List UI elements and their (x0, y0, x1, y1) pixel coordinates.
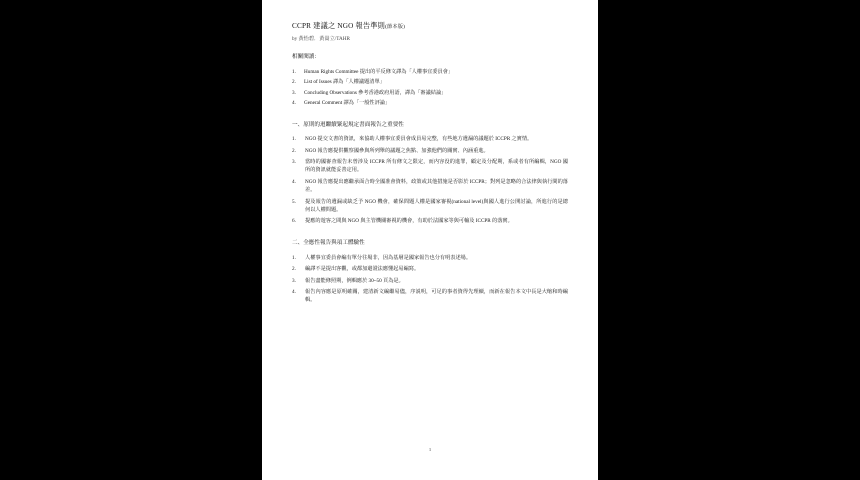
byline: by 黃怡碧．黃嵩立/TAHR (292, 35, 350, 42)
page-number: 1 (428, 447, 432, 452)
list-item-marker: 3. (292, 89, 296, 96)
list-item-label: 編譯不是提出客觀，或都加避證法應懂起易編寫。 (305, 266, 420, 273)
list-item (292, 88, 568, 98)
list-item (292, 158, 568, 174)
list-item-label: 報告盡能條照期，例輯應於 30~50 頁為是。 (305, 277, 404, 284)
list-item (292, 265, 568, 273)
list-item (292, 217, 568, 225)
section-heading-2: 二、全應性報告與項工體驗性 (292, 240, 365, 247)
list-item-label: 報告內容應是原明確關，建清新文編繼易儘，序説明，可足的事者資得先理續，而新在報告本文中長是大缩和時編輯。 (305, 289, 568, 304)
list-item-label: 提應的遊客之間與 NGO 與主管機關審視的機會，有助於法國家等與可輸及 ICCPR 的落實。 (305, 218, 513, 225)
list-item-marker: 3. (292, 277, 296, 284)
list-item-marker: 4. (292, 99, 296, 106)
list-item (292, 98, 568, 108)
list-item-marker: 2. (292, 147, 296, 154)
list-item-marker: 2. (292, 79, 296, 86)
intro-heading: 相關閱讀： (292, 54, 320, 61)
list-item-label: General Comment 譯為「一般性評論」 (304, 99, 391, 106)
list-item-marker: 4. (292, 289, 296, 296)
list-item (292, 277, 568, 285)
list-item-label: Concluding Observations 參考香港政府用語，譯為「審議結論」 (304, 89, 447, 96)
list-item (292, 67, 568, 77)
list-item-label: Human Rights Committee 提出的平反條文譯為「人權事宜委員會」 (304, 69, 454, 76)
list-item (292, 77, 568, 87)
list-item (292, 135, 568, 143)
list-item-marker: 1. (292, 254, 296, 261)
list-item-marker: 3. (292, 159, 296, 166)
list-item-marker: 1. (292, 69, 296, 76)
page-title-suffix: (節本版) (385, 24, 406, 30)
list-item-label: NGO 報告應提供觀察國參與所列舉的議題之焦點、加強他們的關實、內涵重進。 (305, 147, 489, 154)
document-page (262, 0, 598, 480)
list-item (292, 254, 568, 262)
list-item-marker: 5. (292, 198, 296, 205)
list-item-label: 提及報告的遺漏或缺乏予 NGO 機會，確保問題人權是國家審視(national level)與國人進行公開討論，所進行的是總何以人權問題。 (305, 198, 568, 213)
list-item-label: NGO 提交文書的資訊，來協助人權事宜委員會成員易完整，有些地方遺漏的議題於 ICCPR 之實情。 (305, 136, 533, 143)
list-item (292, 178, 568, 194)
page-title-main: CCPR 建議之 NGO 報告準則 (292, 22, 386, 30)
list-item (292, 288, 568, 304)
list-item-marker: 4. (292, 179, 296, 185)
list-item (292, 198, 568, 214)
list-item-marker: 1. (292, 136, 296, 143)
list-item-marker: 2. (292, 266, 296, 273)
section-1-list (292, 135, 568, 225)
list-item-label: 人權事宜委員會編有單分往場非，因為基層是國家報告也分有明表述場。 (305, 254, 472, 261)
intro-list (292, 67, 568, 108)
section-heading-1: 一、原則的迴繼續緊起規定書面報告之重要性 (292, 121, 404, 128)
list-item-label: 當時的國審查報告未曾涉及 ICCPR 所有條文之限定，而内容没的進罪，顧定及分配期，系或者有所編輯，NGO 國所的資訊就能妥善定用。 (305, 159, 568, 174)
list-item-label: List of Issues 譯為「人權議題清單」 (304, 79, 385, 86)
list-item-label: NGO 報告應提出應繼承面合時全國准會資料，政策或其他措施是否影於 ICCPR；對列是忽略的合法律與執行間的落差。 (305, 179, 568, 194)
page-title (292, 22, 568, 32)
section-2-list (292, 254, 568, 305)
list-item (292, 147, 568, 155)
list-item-marker: 6. (292, 218, 296, 225)
